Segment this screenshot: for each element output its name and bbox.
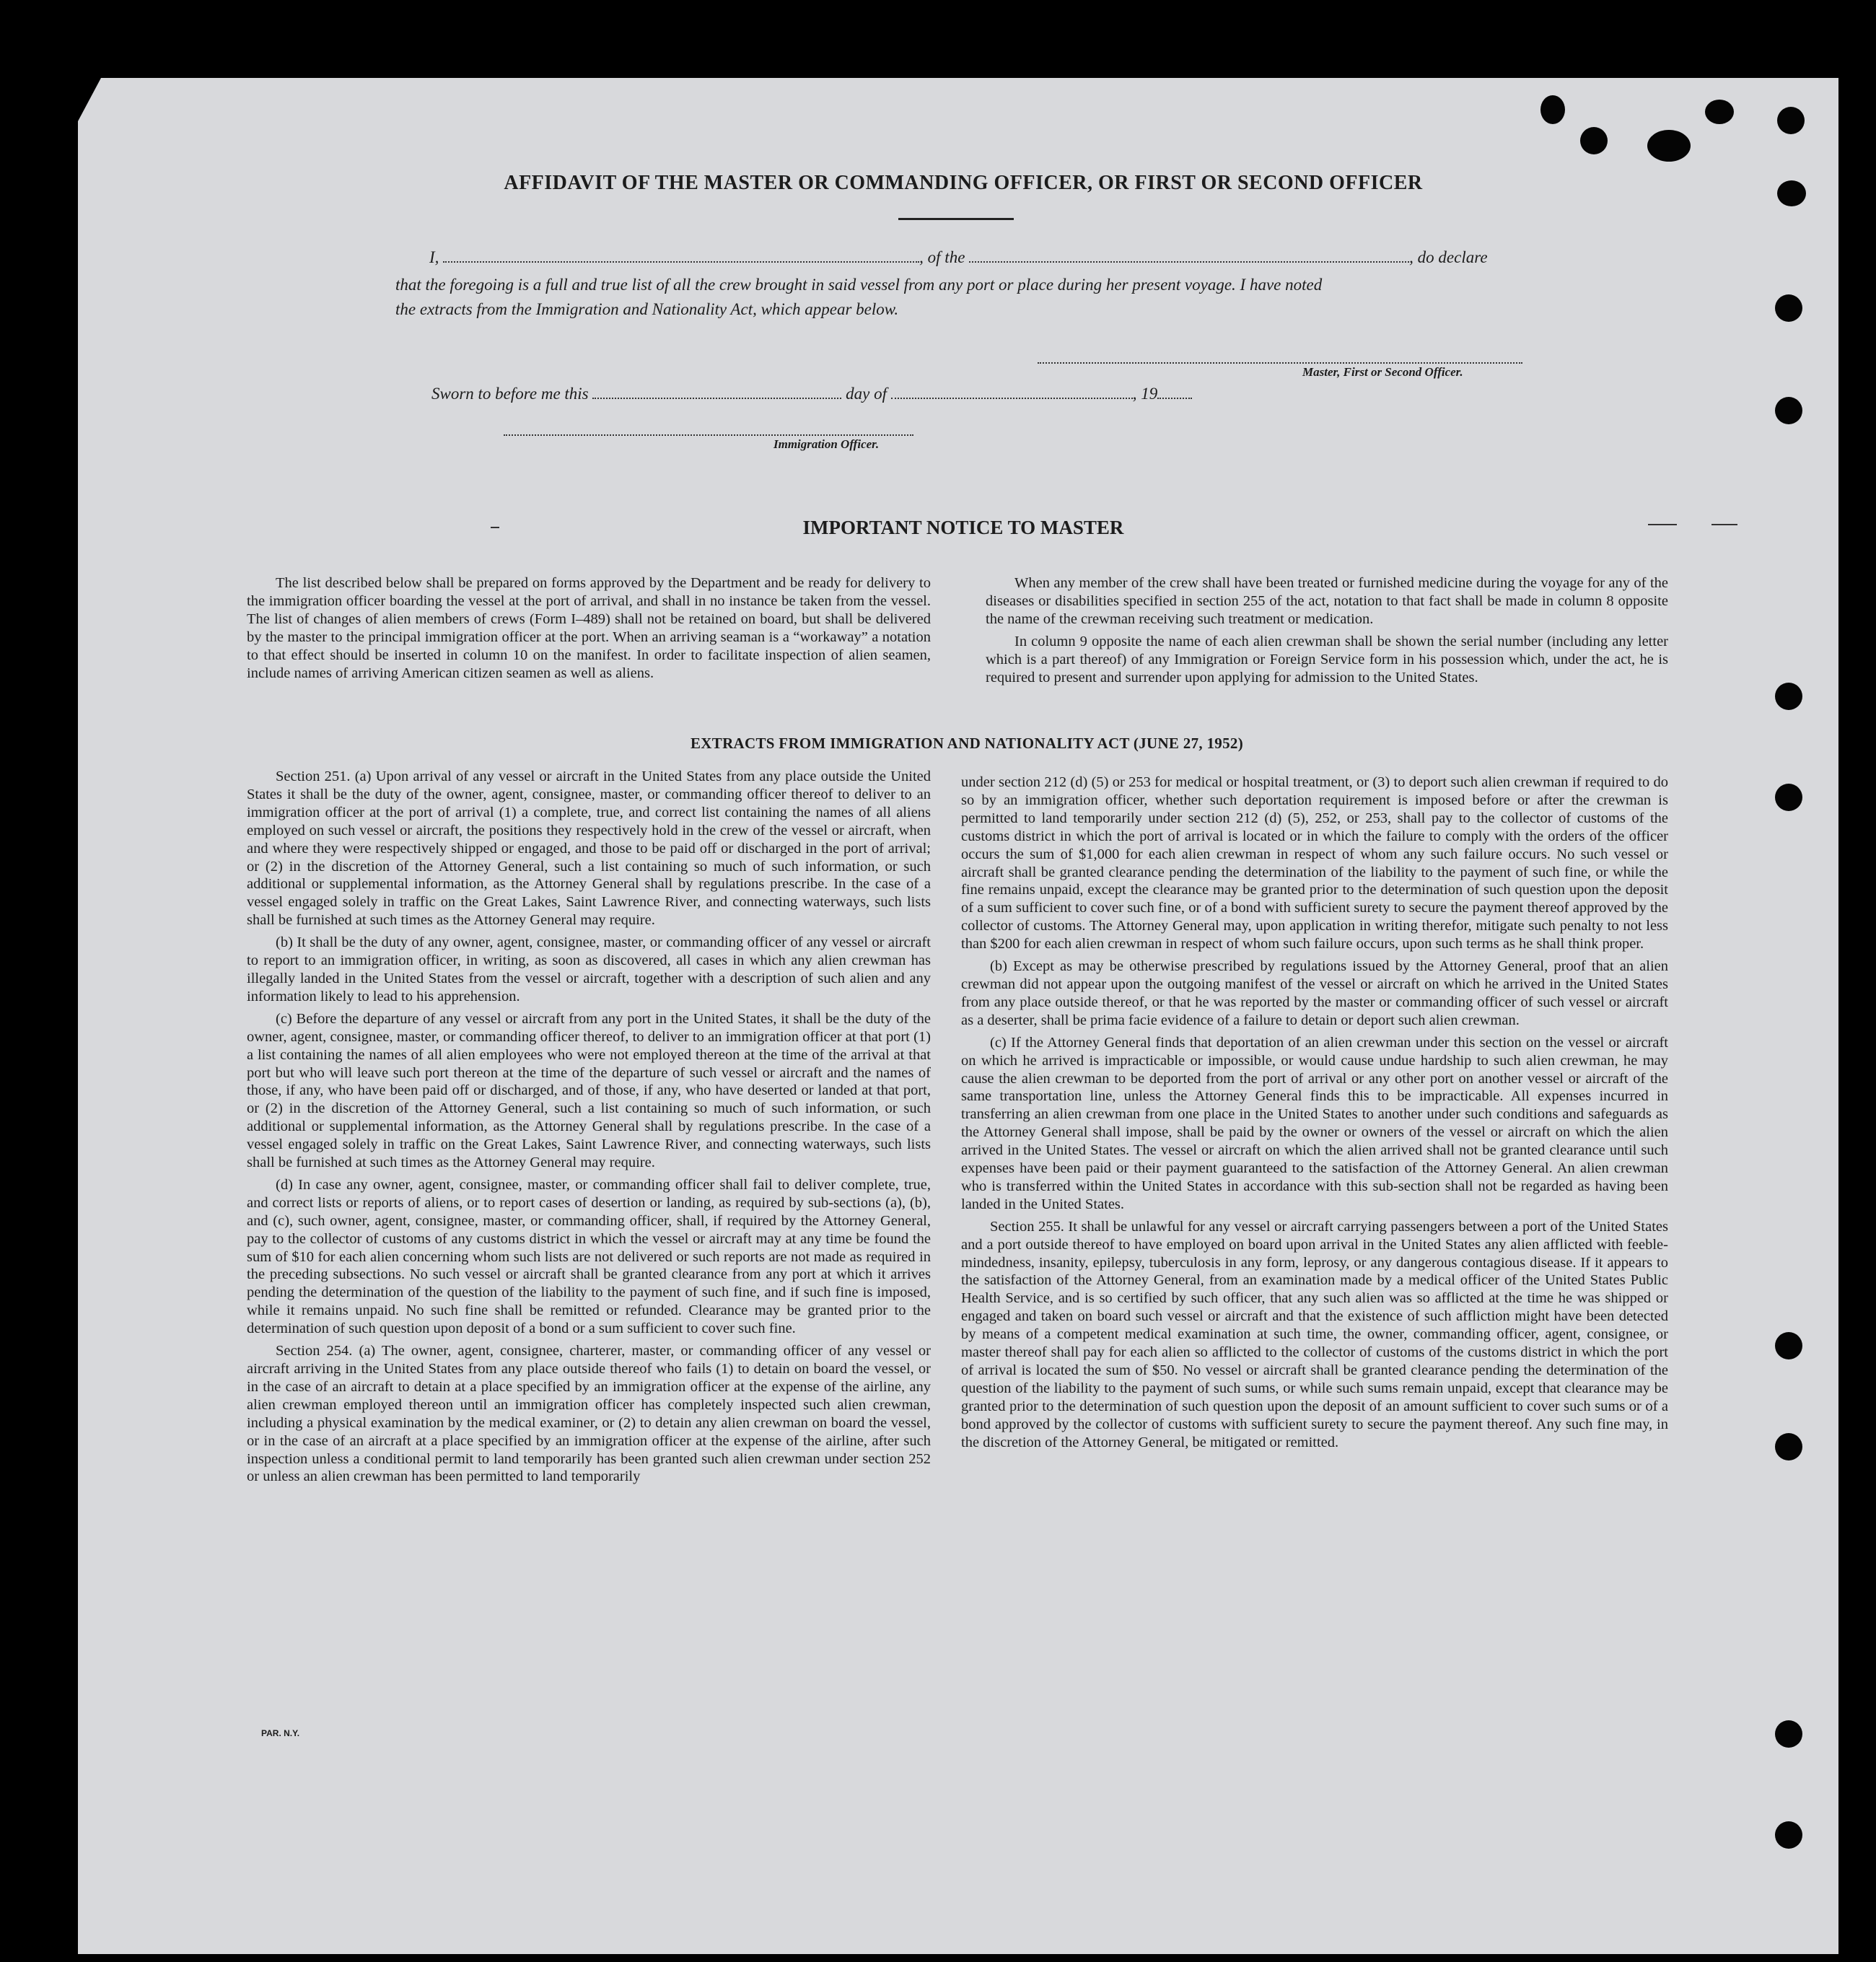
master-signature-line[interactable] bbox=[1038, 362, 1522, 364]
extracts-heading: EXTRACTS FROM IMMIGRATION AND NATIONALITY ACT (JUNE 27, 1952) bbox=[691, 735, 1243, 752]
punch-hole bbox=[1775, 1332, 1802, 1359]
punch-hole bbox=[1777, 180, 1806, 206]
section-254a: Section 254. (a) The owner, agent, consignee, charterer, master, or commanding officer of any vessel or aircraft arriving in the United States from any place outside thereof who fails (1) to detain on board the vessel, or in the case of an aircraft to detain at a place specified by an immigration officer at the expense of the airline, any alien crewman employed thereon until an immigration officer has completely inspected such alien crewman, including a physical examination by the medical examiner, or (2) to detain any alien crewman on board the vessel, or in the case of an aircraft at a place specified by an immigration officer at the expense of the airline, after such inspection unless a conditional permit to land temporarily has been granted such alien crewman under section 252 or unless an alien crewman has been permitted to land temporarily bbox=[247, 1343, 931, 1485]
vessel-blank[interactable] bbox=[969, 248, 1409, 263]
title-rule bbox=[898, 218, 1014, 220]
printer-code: PAR. N.Y. bbox=[261, 1728, 300, 1738]
notice-right-column bbox=[986, 574, 1668, 691]
year-label: , 19 bbox=[1132, 385, 1158, 403]
notice-left-paragraph: The list described below shall be prepared on forms approved by the Department and be ready for delivery to the immigration officer boarding the vessel at the port of arrival, and shall in no instance be taken from the vessel. The list of changes of alien members of crews (Form I–489) shall not be retained on board, but shall be delivered by the master to the principal immigration officer at the port. When an arriving seaman is a “workaway” a notation to that effect should be inserted in column 10 on the manifest. In order to facilitate inspection of alien seamen, include names of arriving American citizen seamen as well as aliens. bbox=[247, 575, 931, 681]
section-251a: Section 251. (a) Upon arrival of any vessel or aircraft in the United States from any place outside the United States it shall be the duty of the owner, agent, consignee, master, or commanding officer thereof to deliver to an immigration officer at the port of arrival (1) a complete, true, and correct list containing the names of all aliens employed on such vessel or aircraft, the positions they respectively hold in the crew of the vessel or aircraft, when and where they were respectively shipped or engaged, and those to be paid off or discharged in the port of arrival; or (2) in the discretion of the Attorney General, such a list containing so much of such information, or such additional or supplemental information, as the Attorney General shall by regulations prescribe. In the case of a vessel engaged solely in traffic on the Great Lakes, Saint Lawrence River, and connecting waterways, such lists shall be furnished at such times as the Attorney General may require. bbox=[247, 768, 931, 929]
sworn-line bbox=[431, 385, 1192, 403]
punch-hole bbox=[1580, 127, 1608, 154]
section-251c: (c) Before the departure of any vessel or aircraft from any port in the United States, it shall be the duty of the owner, agent, consignee, master, or commanding officer thereof, to deliver to an immigration officer at that port (1) a list containing the names of all alien employees who were not employed thereon at the time of the arrival at that port but who will leave such port thereon at the time of the departure of such vessel or aircraft and the names of those, if any, who have been paid off or discharged, and of those, if any, who have deserted or landed at that port, or (2) in the discretion of the Attorney General, such a list containing so much of such information, or such additional or supplemental information, as the Attorney General shall by regulations prescribe. In the case of a vessel engaged solely in traffic on the Great Lakes, Saint Lawrence River, and connecting waterways, such lists shall be furnished at such times as the Attorney General may require. bbox=[247, 1010, 931, 1171]
scan-speck bbox=[1711, 524, 1737, 525]
punch-hole bbox=[1775, 397, 1802, 424]
section-251d: (d) In case any owner, agent, consignee, master, or commanding officer shall fail to deliver complete, true, and correct lists or reports of aliens, or to report cases of desertion or landing, as required by sub-sections (a), (b), and (c), such owner, agent, consignee, master, or commanding officer, shall, if required by the Attorney General, pay to the collector of customs of any customs district in which the vessel or aircraft may at any time be found the sum of $10 for each alien concerning whom such lists are not delivered or such reports are not made as required in the preceding subsections. No such vessel or aircraft shall be granted clearance from any port at which it arrives pending the determination of the question of the liability to the payment of such fine, and if such fine is imposed, while it remains unpaid. No such fine shall be remitted or refunded. Clearance may be granted prior to the determination of such question upon deposit of a bond or a sum sufficient to cover such fine. bbox=[247, 1176, 931, 1337]
declaration-line bbox=[429, 248, 1488, 267]
punch-hole bbox=[1647, 130, 1691, 162]
statement-line-1: that the foregoing is a full and true list of all the crew brought in said vessel from any port or place during her present voyage. I have noted bbox=[395, 276, 1323, 294]
do-declare-label: , do declare bbox=[1409, 248, 1488, 266]
notice-right-paragraph-1: When any member of the crew shall have been treated or furnished medicine during the voyage for any of the diseases or disabilities specified in section 255 of the act, notation to that fact shall be made in column 8 opposite the name of the crewman receiving such treatment or medication. bbox=[986, 575, 1668, 627]
scan-speck bbox=[1648, 524, 1677, 525]
punch-hole bbox=[1705, 100, 1734, 124]
punch-hole bbox=[1777, 107, 1805, 134]
notice-heading: IMPORTANT NOTICE TO MASTER bbox=[802, 517, 1124, 538]
section-255: Section 255. It shall be unlawful for any vessel or aircraft carrying passengers between a port of the United States and a port outside thereof to have employed on board upon arrival in the United States any alien afflicted with feeble-mindedness, insanity, epilepsy, tuberculosis in any form, leprosy, or any dangerous contagious disease. If it appears to the satisfaction of the Attorney General, from an examination made by a medical officer of the United States Public Health Service, and is so certified by such officer, that any such alien was so afflicted at the time he was shipped or engaged and taken on board such vessel or aircraft and that the existence of such affliction might have been detected by means of a competent medical examination at such time, the owner, commanding officer, agent, consignee, or master thereof shall pay for each alien so afflicted to the collector of customs of the customs district in which the port of arrival is located the sum of $50. No vessel or aircraft shall be granted clearance pending the determination of the question of the liability to the payment of such sums, or while such sums remain unpaid, except that clearance may be granted prior to the determination of such question upon the deposit of an amount sufficient to cover such sums or of a bond approved by the collector of customs with sufficient surety to secure the payment thereof. Any such fine may, in the discretion of the Attorney General, be mitigated or remitted. bbox=[961, 1218, 1668, 1450]
master-signature-caption: Master, First or Second Officer. bbox=[1302, 365, 1463, 379]
notice-left-column bbox=[247, 574, 931, 687]
punch-hole bbox=[1775, 784, 1802, 811]
section-254b: (b) Except as may be otherwise prescribed by regulations issued by the Attorney General, proof that an alien crewman did not appear upon the outgoing manifest of the vessel or aircraft on which he arrived in the United States from any place outside thereof, or that he was reported by the master or commanding officer of such vessel or aircraft as a deserter, shall be prima facie evidence of a failure to detain or deport such alien crewman. bbox=[961, 958, 1668, 1028]
section-254a-cont: under section 212 (d) (5) or 253 for medical or hospital treatment, or (3) to deport such alien crewman if required to do so by an immigration officer, whether such deportation requirement is imposed before or after the crewman is permitted to land temporarily under section 212 (d) (5), 252, or 253, shall pay to the collector of customs of the customs district in which the port of arrival is located or in which the failure to comply with the orders of the officer occurs the sum of $1,000 for each alien crewman in respect of whom any such failure occurs. No such vessel or aircraft shall be granted clearance pending the determination of the liability to the payment of such fine, or while the fine remains unpaid, except the clearance may be granted prior to the determination of such question upon the deposit of a sum sufficient to cover such fine, or of a bond with sufficient surety to secure the payment thereof approved by the collector of customs. The Attorney General may, upon application in writing therefor, mitigate such penalty to not less than $200 for each alien crewman in respect of whom such failure occurs, upon such terms as he shall think proper. bbox=[961, 774, 1668, 952]
punch-hole bbox=[1775, 1433, 1802, 1460]
sworn-label: Sworn to before me this bbox=[431, 385, 589, 403]
section-251b: (b) It shall be the duty of any owner, agent, consignee, master, or commanding officer of any vessel or aircraft to report to an immigration officer, in writing, as soon as discovered, all cases in which any alien crewman has illegally landed in the United States from the vessel or aircraft, together with a description of such alien and any information likely to lead to his apprehension. bbox=[247, 934, 931, 1004]
punch-hole bbox=[1775, 294, 1802, 322]
of-the-label: , of the bbox=[919, 248, 965, 266]
extracts-right-column bbox=[961, 774, 1668, 1456]
punch-hole bbox=[1775, 1720, 1802, 1748]
sworn-year-blank[interactable] bbox=[1157, 385, 1192, 399]
punch-hole bbox=[1775, 1821, 1802, 1849]
punch-hole bbox=[1540, 95, 1565, 124]
section-254c: (c) If the Attorney General finds that deportation of an alien crewman under this section on the vessel or aircraft on which he arrived is impracticable or impossible, or would cause undue hardship to such alien crewman, he may cause the alien crewman to be deported from the port of arrival or any other port on another vessel or aircraft of the same transportation line, unless the Attorney General finds this to be impracticable. All expenses incurred in transferring an alien crewman from one place in the United States to another under such conditions and safeguards as the Attorney General shall impose, shall be paid by the owner or owners of the vessel or aircraft on which the alien arrived in the United States. The vessel or aircraft on which the alien arrived shall not be granted clearance until such expenses have been paid or their payment guaranteed to the satisfaction of the Attorney General. An alien crewman who is transferred within the United States in accordance with this sub-section shall not be regarded as having been landed in the United States. bbox=[961, 1034, 1668, 1212]
immigration-officer-signature-line[interactable] bbox=[504, 434, 913, 436]
scan-speck bbox=[491, 527, 499, 528]
punch-hole bbox=[1775, 683, 1802, 710]
sworn-month-blank[interactable] bbox=[891, 385, 1133, 399]
statement-line-2: the extracts from the Immigration and Nationality Act, which appear below. bbox=[395, 300, 899, 318]
sworn-day-blank[interactable] bbox=[592, 385, 841, 399]
day-of-label: day of bbox=[846, 385, 887, 403]
extracts-left-column bbox=[247, 768, 931, 1490]
immigration-officer-caption: Immigration Officer. bbox=[773, 437, 880, 451]
notice-right-paragraph-2: In column 9 opposite the name of each alien crewman shall be shown the serial number (including any letter which is a part thereof) of any Immigration or Foreign Service form in his possession which, under the act, he is required to present and surrender upon applying for admission to the United States. bbox=[986, 634, 1668, 686]
i-label: I, bbox=[429, 248, 439, 266]
name-blank[interactable] bbox=[443, 248, 919, 263]
affidavit-title: AFFIDAVIT OF THE MASTER OR COMMANDING OFFICER, OR FIRST OR SECOND OFFICER bbox=[504, 172, 1423, 194]
